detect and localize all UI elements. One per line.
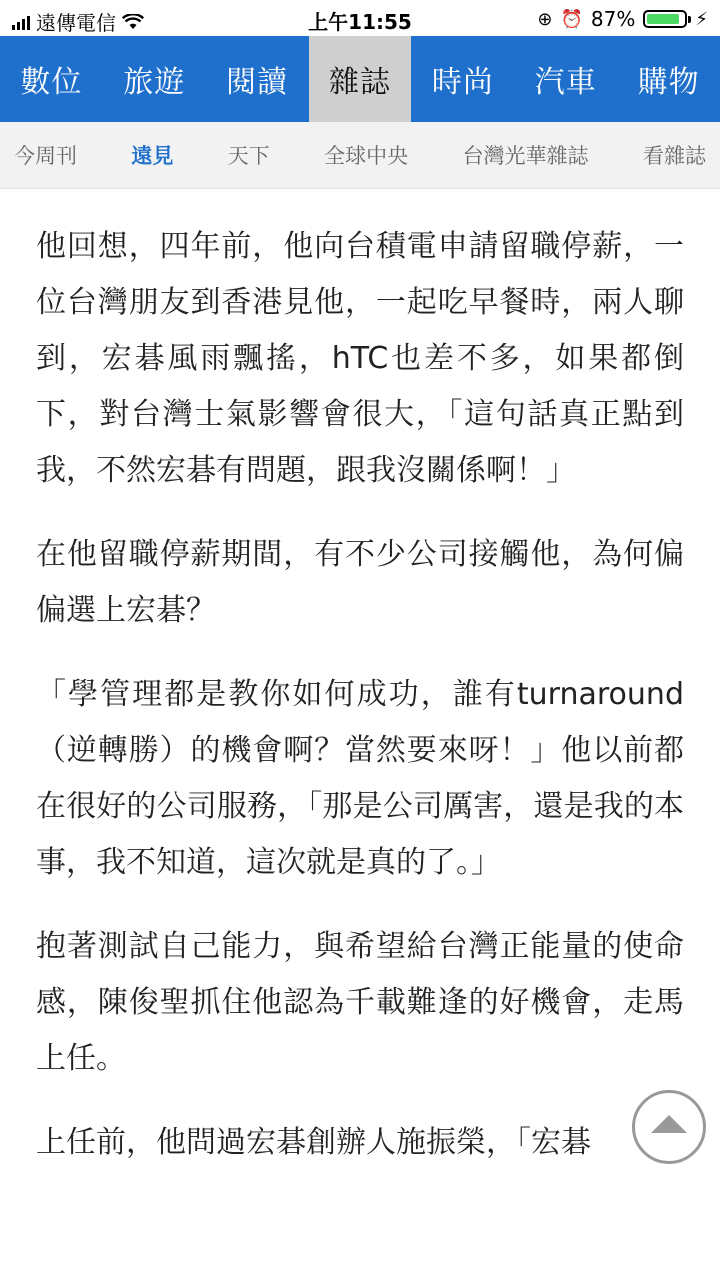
nav-tab[interactable]: 數位 xyxy=(20,65,83,100)
sub-nav-item[interactable]: 台灣光華雜誌 xyxy=(462,144,589,168)
article-paragraph: 抱著測試自己能力，與希望給台灣正能量的使命感，陳俊聖抓住他認為千載難逢的好機會，走馬上任。 xyxy=(36,929,684,1076)
article-paragraph: 上任前，他問過宏碁創辦人施振榮，「宏碁 xyxy=(36,1125,591,1160)
article-body xyxy=(0,189,720,1171)
clock: 上午11:55 xyxy=(308,10,412,34)
article-paragraph: 他回想，四年前，他向台積電申請留職停薪，一位台灣朋友到香港見他，一起吃早餐時，兩人聊到，宏碁風雨飄搖，hTC也差不多，如果都倒下，對台灣士氣影響會很大，「這句話真正點到我，不然宏碁有問題，跟我沒關係啊！」 xyxy=(36,229,684,488)
alarm-icon: ⏰ xyxy=(560,8,583,30)
sub-nav-item[interactable]: 天下 xyxy=(227,144,270,168)
nav-tab[interactable]: 汽車 xyxy=(534,65,597,100)
nav-tab[interactable]: 旅遊 xyxy=(123,65,186,100)
article-paragraph: 在他留職停薪期間，有不少公司接觸他，為何偏偏選上宏碁？ xyxy=(36,537,684,628)
sub-nav-item[interactable]: 今周刊 xyxy=(14,144,77,168)
battery-percent: 87% xyxy=(590,7,636,31)
orientation-lock-icon: ⊕ xyxy=(537,8,553,30)
battery-icon xyxy=(643,10,687,28)
sub-nav-item[interactable]: 看雜誌 xyxy=(642,144,706,168)
nav-tab[interactable]: 雜誌 xyxy=(309,36,412,122)
charging-icon: ⚡ xyxy=(695,8,708,30)
nav-tab[interactable]: 時尚 xyxy=(431,65,494,100)
magazine-sub-nav xyxy=(0,122,720,189)
status-bar xyxy=(0,0,720,36)
sub-nav-item[interactable]: 遠見 xyxy=(131,144,174,168)
main-category-nav xyxy=(0,36,720,122)
scroll-to-top-icon xyxy=(651,1115,687,1133)
scroll-to-top-button[interactable] xyxy=(632,1090,706,1164)
nav-tab[interactable]: 閱讀 xyxy=(226,65,289,100)
article-paragraph: 「學管理都是教你如何成功，誰有turnaround（逆轉勝）的機會啊？當然要來呀！」他以前都在很好的公司服務，「那是公司厲害，還是我的本事，我不知道，這次就是真的了。」 xyxy=(36,677,684,880)
nav-tab[interactable]: 購物 xyxy=(637,65,700,100)
sub-nav-item[interactable]: 全球中央 xyxy=(324,144,409,168)
carrier-name: 遠傳電信 xyxy=(36,11,116,35)
